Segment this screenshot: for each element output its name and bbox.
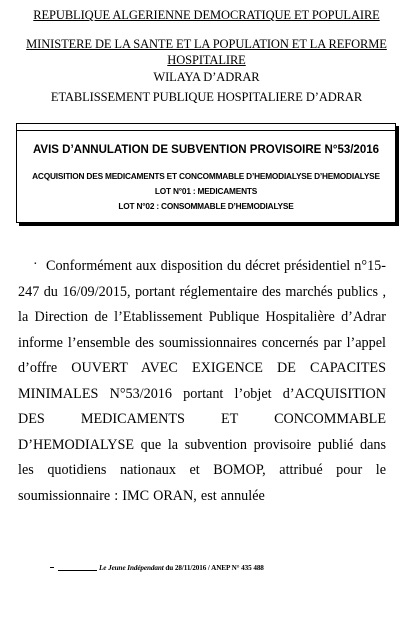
box-top-rule [17, 130, 395, 131]
wilaya-heading: WILAYA D’ADRAR [153, 70, 260, 84]
lot-2: LOT N°02 : CONSOMMABLE D’HEMODIALYSE [118, 201, 294, 211]
notice-body [18, 254, 386, 509]
ministry-heading-line1: MINISTERE DE LA SANTE ET LA POPULATION ET LA REFORME [26, 37, 387, 51]
notice-paragraph: Conformément aux disposition du décret présidentiel n°15-247 du 16/09/2015, portant réglementaire des marchés publics , la Direction de l’Etablissement Publique Hospitalière d’Adrar informe l’ensemble des soumissionnaires concernés par l’appel d’offre OUVERT AVEC EXIGENCE DE CAPACITES MINIMALES N°53/2016 portant l’objet d’ACQUISITION DES MEDICAMENTS ET CONCOMMABLE D’HEMODIALYSE que la subvention provisoire publié dans les quotidiens nationaux et BOMOP, attribué pour le soumissionnaire : IMC ORAN, est annulée [18, 258, 386, 504]
publication-date: du 28/11/2016 / ANEP N° 435 488 [163, 564, 264, 572]
notice-title: AVIS D’ANNULATION DE SUBVENTION PROVISOIRE N°53/2016 [32, 144, 380, 156]
paragraph-bullet: · [33, 257, 38, 272]
establishment-heading: ETABLISSEMENT PUBLIQUE HOSPITALIERE D’ADRAR [50, 90, 363, 104]
lot-1: LOT N°01 : MEDICAMENTS [154, 186, 258, 196]
newspaper-name: Le Jeune Indépendant [99, 564, 164, 572]
notice-subject: ACQUISITION DES MEDICAMENTS ET CONCOMMABLE D’HEMODIALYSE D’HEMODIALYSE [32, 171, 380, 181]
footer-mark [50, 567, 54, 568]
notice-title-box [16, 123, 396, 223]
publication-footer [97, 564, 391, 572]
republic-heading: REPUBLIQUE ALGERIENNE DEMOCRATIQUE ET POPULAIRE [33, 8, 380, 22]
ministry-heading-line2: HOSPITALIRE [167, 53, 246, 67]
